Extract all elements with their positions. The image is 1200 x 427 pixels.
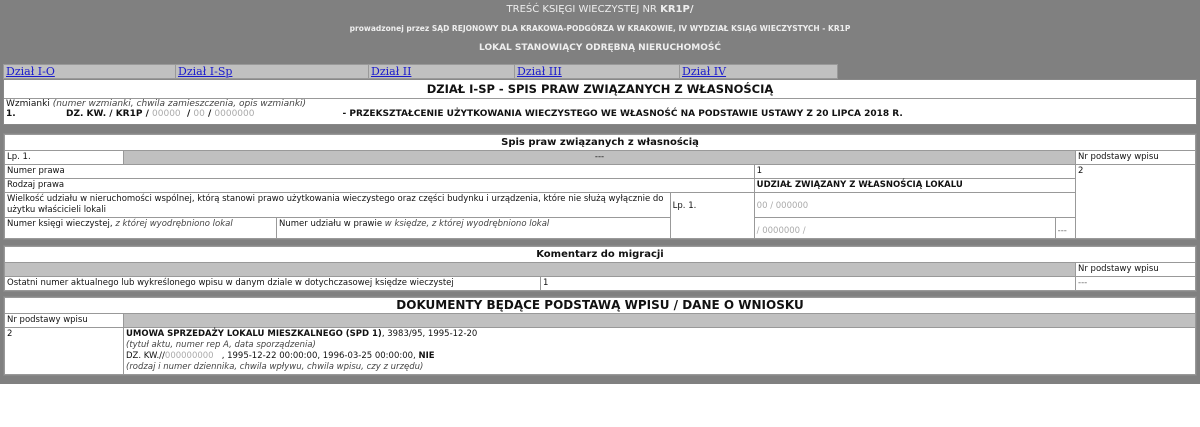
section-title: Spis praw związanych z własnością bbox=[5, 135, 1196, 151]
ksiega-hint: z której wyodrębniono lokal bbox=[115, 219, 233, 229]
journal-label: DZ. KW.// bbox=[126, 351, 165, 361]
journal-hint: (rodzaj i numer dziennika, chwila wpływu, chwila wpisu, czy z urzędu) bbox=[126, 362, 424, 372]
nr-podstawy-label: Nr podstawy wpisu bbox=[1076, 263, 1196, 277]
title-number: KR1P/ bbox=[660, 4, 694, 15]
wielkosc-udzialu-label: Wielkość udziału w nieruchomości wspólnej, którą stanowi prawo użytkowania wieczystego oraz części budynku i urządzenia, które nie służą wyłącznie do użytku właścicieli lokali bbox=[5, 193, 671, 218]
tab-dzial-ii[interactable]: Dział II bbox=[369, 65, 515, 78]
mention-journal: DZ. KW. / KR1P / bbox=[66, 109, 149, 119]
numer-prawa-label: Numer prawa bbox=[5, 165, 755, 179]
lp-sub: Lp. 1. bbox=[670, 193, 754, 239]
page-title bbox=[0, 4, 1200, 15]
separator: / bbox=[207, 109, 212, 119]
nr-podstawy-value: 2 bbox=[1076, 165, 1196, 239]
rodzaj-prawa-label: Rodzaj prawa bbox=[5, 179, 755, 193]
mention-description: - PRZEKSZTAŁCENIE UŻYTKOWANIA WIECZYSTEGO WE WŁASNOŚĆ NA PODSTAWIE USTAWY Z 20 LIPCA 2018 R. bbox=[342, 109, 903, 119]
migration-value: 1 bbox=[541, 277, 1076, 291]
header-row bbox=[5, 263, 1076, 277]
ksiega-value: / 0000000 / bbox=[754, 218, 1055, 239]
mentions-hint: (numer wzmianki, chwila zamieszczenia, opis wzmianki) bbox=[52, 99, 307, 109]
section-mentions bbox=[3, 79, 1197, 125]
title-prefix: TREŚĆ KSIĘGI WIECZYSTEJ NR bbox=[506, 4, 657, 15]
nr-podstawy-value: --- bbox=[1076, 277, 1196, 291]
tab-dzial-iii[interactable]: Dział III bbox=[515, 65, 680, 78]
rodzaj-prawa-value: UDZIAŁ ZWIĄZANY Z WŁASNOŚCIĄ LOKALU bbox=[754, 179, 1075, 193]
document-details bbox=[124, 328, 1196, 375]
lp-header: --- bbox=[124, 151, 1076, 165]
udzial-nr-value: --- bbox=[1055, 218, 1075, 239]
section-tabs bbox=[3, 64, 838, 79]
property-type: LOKAL STANOWIĄCY ODRĘBNĄ NIERUCHOMOŚĆ bbox=[479, 43, 721, 53]
mention-id-1: 00000 bbox=[152, 109, 181, 119]
nr-podstawy-label: Nr podstawy wpisu bbox=[5, 314, 124, 328]
separator: / bbox=[186, 109, 191, 119]
nr-podstawy-value: 2 bbox=[5, 328, 124, 375]
section-title: Komentarz do migracji bbox=[5, 247, 1196, 263]
court-name: prowadzonej przez SĄD REJONOWY DLA KRAKOWA-PODGÓRZA W KRAKOWIE, IV WYDZIAŁ KSIĄG WIECZYSTYCH - KR1P bbox=[349, 24, 851, 33]
nr-podstawy-label: Nr podstawy wpisu bbox=[1076, 151, 1196, 165]
mention-number: 1. bbox=[6, 109, 16, 119]
journal-number: 000000000 bbox=[164, 351, 214, 361]
mention-row bbox=[4, 109, 1196, 119]
journal-ex-officio: NIE bbox=[418, 351, 435, 361]
document-info: , 3983/95, 1995-12-20 bbox=[381, 329, 478, 339]
udzial-nr-hint: w księdze, z której wyodrębniono lokal bbox=[384, 219, 550, 229]
section-migration bbox=[3, 245, 1197, 292]
udzial-value: 00 / 000000 bbox=[754, 193, 1075, 218]
mention-id-2: 00 bbox=[193, 109, 205, 119]
section-title: DOKUMENTY BĘDĄCE PODSTAWĄ WPISU / DANE O WNIOSKU bbox=[5, 298, 1196, 314]
tab-dzial-i-o[interactable]: Dział I-O bbox=[4, 65, 176, 78]
journal-info: , 1995-12-22 00:00:00, 1996-03-25 00:00:00, bbox=[221, 351, 416, 361]
tab-dzial-iv[interactable]: Dział IV bbox=[682, 65, 727, 78]
document-title: UMOWA SPRZEDAŻY LOKALU MIESZKALNEGO (SPD 1) bbox=[126, 329, 382, 339]
numer-prawa-value: 1 bbox=[754, 165, 1075, 179]
mentions-header bbox=[4, 98, 1196, 109]
section-documents bbox=[3, 296, 1197, 376]
mention-id-3: 0000000 bbox=[214, 109, 255, 119]
ksiega-label: Numer księgi wieczystej, bbox=[7, 219, 113, 229]
section-title: DZIAŁ I-SP - SPIS PRAW ZWIĄZANYCH Z WŁASNOŚCIĄ bbox=[426, 82, 774, 96]
lp-label: Lp. 1. bbox=[5, 151, 124, 165]
tab-dzial-i-sp[interactable]: Dział I-Sp bbox=[176, 65, 369, 78]
udzial-nr-label: Numer udziału w prawie bbox=[279, 219, 383, 229]
section-rights-list bbox=[3, 133, 1197, 240]
mentions-label: Wzmianki bbox=[6, 99, 50, 109]
migration-label: Ostatni numer aktualnego lub wykreślonego wpisu w danym dziale w dotychczasowej księdze wieczystej bbox=[5, 277, 541, 291]
header-cell bbox=[124, 314, 1196, 328]
document-hint: (tytuł aktu, numer rep A, data sporządzenia) bbox=[126, 340, 316, 350]
